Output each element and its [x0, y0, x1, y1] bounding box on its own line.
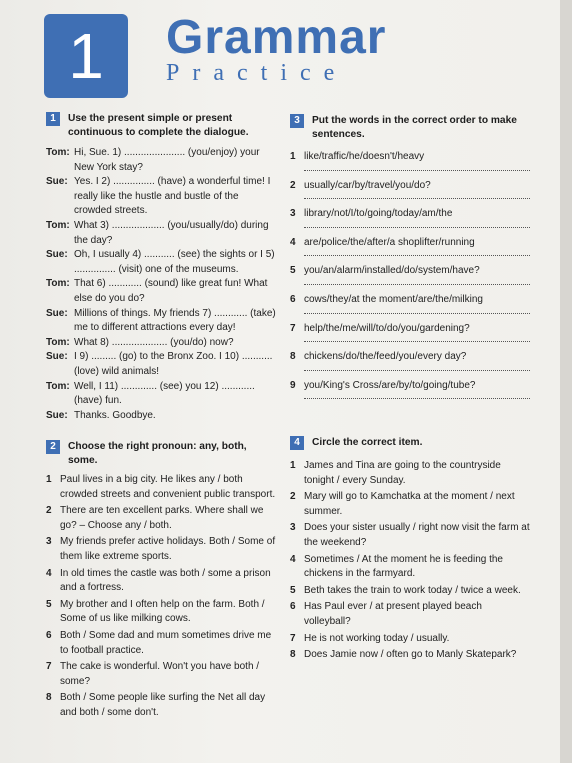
exercise-4-instruction: Circle the correct item. — [312, 437, 423, 448]
list-item: 7 The cake is wonderful. Won't you have both / some? — [46, 661, 260, 687]
exercise-1-instruction: Use the present simple or present continuous to complete the dialogue. — [68, 113, 249, 138]
dialogue-line: Tom: That 6) ............ (sound) like great fun! What else do you do? — [46, 278, 268, 304]
answer-line[interactable] — [304, 250, 530, 256]
answer-line[interactable] — [304, 222, 530, 228]
dialogue-line: Sue: Oh, I usually 4) ........... (see) the sights or I 5) ............... (visit) one of the museums. — [46, 249, 275, 275]
exercise-1-number: 1 — [46, 112, 60, 126]
dialogue-line: Sue: Thanks. Goodbye. — [46, 409, 156, 421]
dialogue-line: Sue: Yes. I 2) ............... (have) a wonderful time! I really like the hustle and bustle of the crowded streets. — [46, 176, 271, 217]
dialogue-line: Tom: What 8) .................... (you/do) now? — [46, 336, 234, 348]
list-item: 5 you/an/alarm/installed/do/system/have? — [290, 265, 480, 277]
exercise-2-header — [46, 440, 278, 468]
list-item: 3 Does your sister usually / right now visit the farm at the weekend? — [290, 522, 530, 548]
page-edge — [560, 0, 572, 763]
dialogue-line: Tom: What 3) ................... (you/usually/do) during the day? — [46, 219, 269, 246]
answer-line[interactable] — [304, 393, 530, 399]
list-item: 4 Sometimes / At the moment he is feeding the chickens in the farmyard. — [290, 553, 503, 580]
list-item: 5 My brother and I often help on the farm. Both / Some of us like milking cows. — [46, 598, 265, 625]
list-item: 2 Mary will go to Kamchatka at the moment / next summer. — [290, 491, 515, 517]
list-item: 3 My friends prefer active holidays. Both / Some of them like extreme sports. — [46, 536, 276, 562]
list-item: 3 library/not/I/to/going/today/am/the — [290, 208, 453, 220]
list-item: 1 Paul lives in a big city. He likes any / both crowded streets and convenient public transport. — [46, 474, 276, 500]
list-item: 8 chickens/do/the/feed/you/every day? — [290, 351, 467, 363]
unit-number-badge: 1 — [44, 14, 128, 98]
list-item: 8 Both / Some people like surfing the Net all day and both / some don't. — [46, 692, 266, 718]
exercise-4 — [290, 436, 530, 663]
exercise-3 — [290, 114, 530, 407]
list-item: 1 like/traffic/he/doesn't/heavy — [290, 151, 425, 162]
list-item: 6 cows/they/at the moment/are/the/milking — [290, 293, 483, 305]
answer-line[interactable] — [304, 336, 530, 342]
list-item: 1 James and Tina are going to the countryside tonight / every Sunday. — [290, 460, 501, 486]
list-item: 7 help/the/me/will/to/do/you/gardening? — [290, 322, 470, 334]
exercise-1-header — [46, 112, 278, 140]
dialogue-line: Tom: Well, I 11) ............. (see) you 12) ............ (have) fun. — [46, 380, 255, 407]
list-item: 6 Both / Some dad and mum sometimes drive me to football practice. — [46, 629, 272, 656]
dialogue-line: Sue: I 9) ......... (go) to the Bronx Zoo. I 10) ........... (love) wild animals! — [46, 351, 273, 377]
list-item: 4 In old times the castle was both / some a prison and a fortress. — [46, 567, 271, 594]
list-item: 6 Has Paul ever / at present played beach volleyball? — [290, 601, 482, 627]
exercise-2-number: 2 — [46, 440, 60, 454]
exercise-2 — [46, 440, 278, 721]
exercise-4-number: 4 — [290, 436, 304, 450]
exercise-3-instruction: Put the words in the correct order to make sentences. — [312, 115, 517, 140]
list-item: 2 usually/car/by/travel/you/do? — [290, 179, 431, 191]
exercise-2-instruction: Choose the right pronoun: any, both, some. — [68, 441, 247, 466]
answer-line[interactable] — [304, 365, 530, 371]
page-title: Grammar — [166, 11, 387, 64]
list-item: 2 There are ten excellent parks. Where shall we go? – Choose any / both. — [46, 505, 264, 531]
exercise-1 — [46, 112, 278, 423]
answer-line[interactable] — [304, 193, 530, 199]
dialogue-line: Sue: Millions of things. My friends 7) ............ (take) me to different attractions every day! — [46, 307, 276, 334]
answer-line[interactable] — [304, 165, 530, 171]
answer-line[interactable] — [304, 279, 530, 285]
list-item: 5 Beth takes the train to work today / twice a week. — [290, 584, 521, 596]
exercise-3-header — [290, 114, 530, 142]
list-item: 4 are/police/the/after/a shoplifter/running — [290, 236, 475, 248]
list-item: 9 you/King's Cross/are/by/to/going/tube? — [290, 379, 476, 391]
list-item: 7 He is not working today / usually. — [290, 632, 450, 644]
dialogue-line: Tom: Hi, Sue. 1) ...................... (you/enjoy) your New York stay? — [46, 147, 260, 173]
exercise-4-header — [290, 436, 530, 450]
list-item: 8 Does Jamie now / often go to Manly Skatepark? — [290, 649, 517, 661]
page-subtitle: Practice — [166, 60, 348, 86]
exercise-3-number: 3 — [290, 114, 304, 128]
answer-line[interactable] — [304, 308, 530, 314]
